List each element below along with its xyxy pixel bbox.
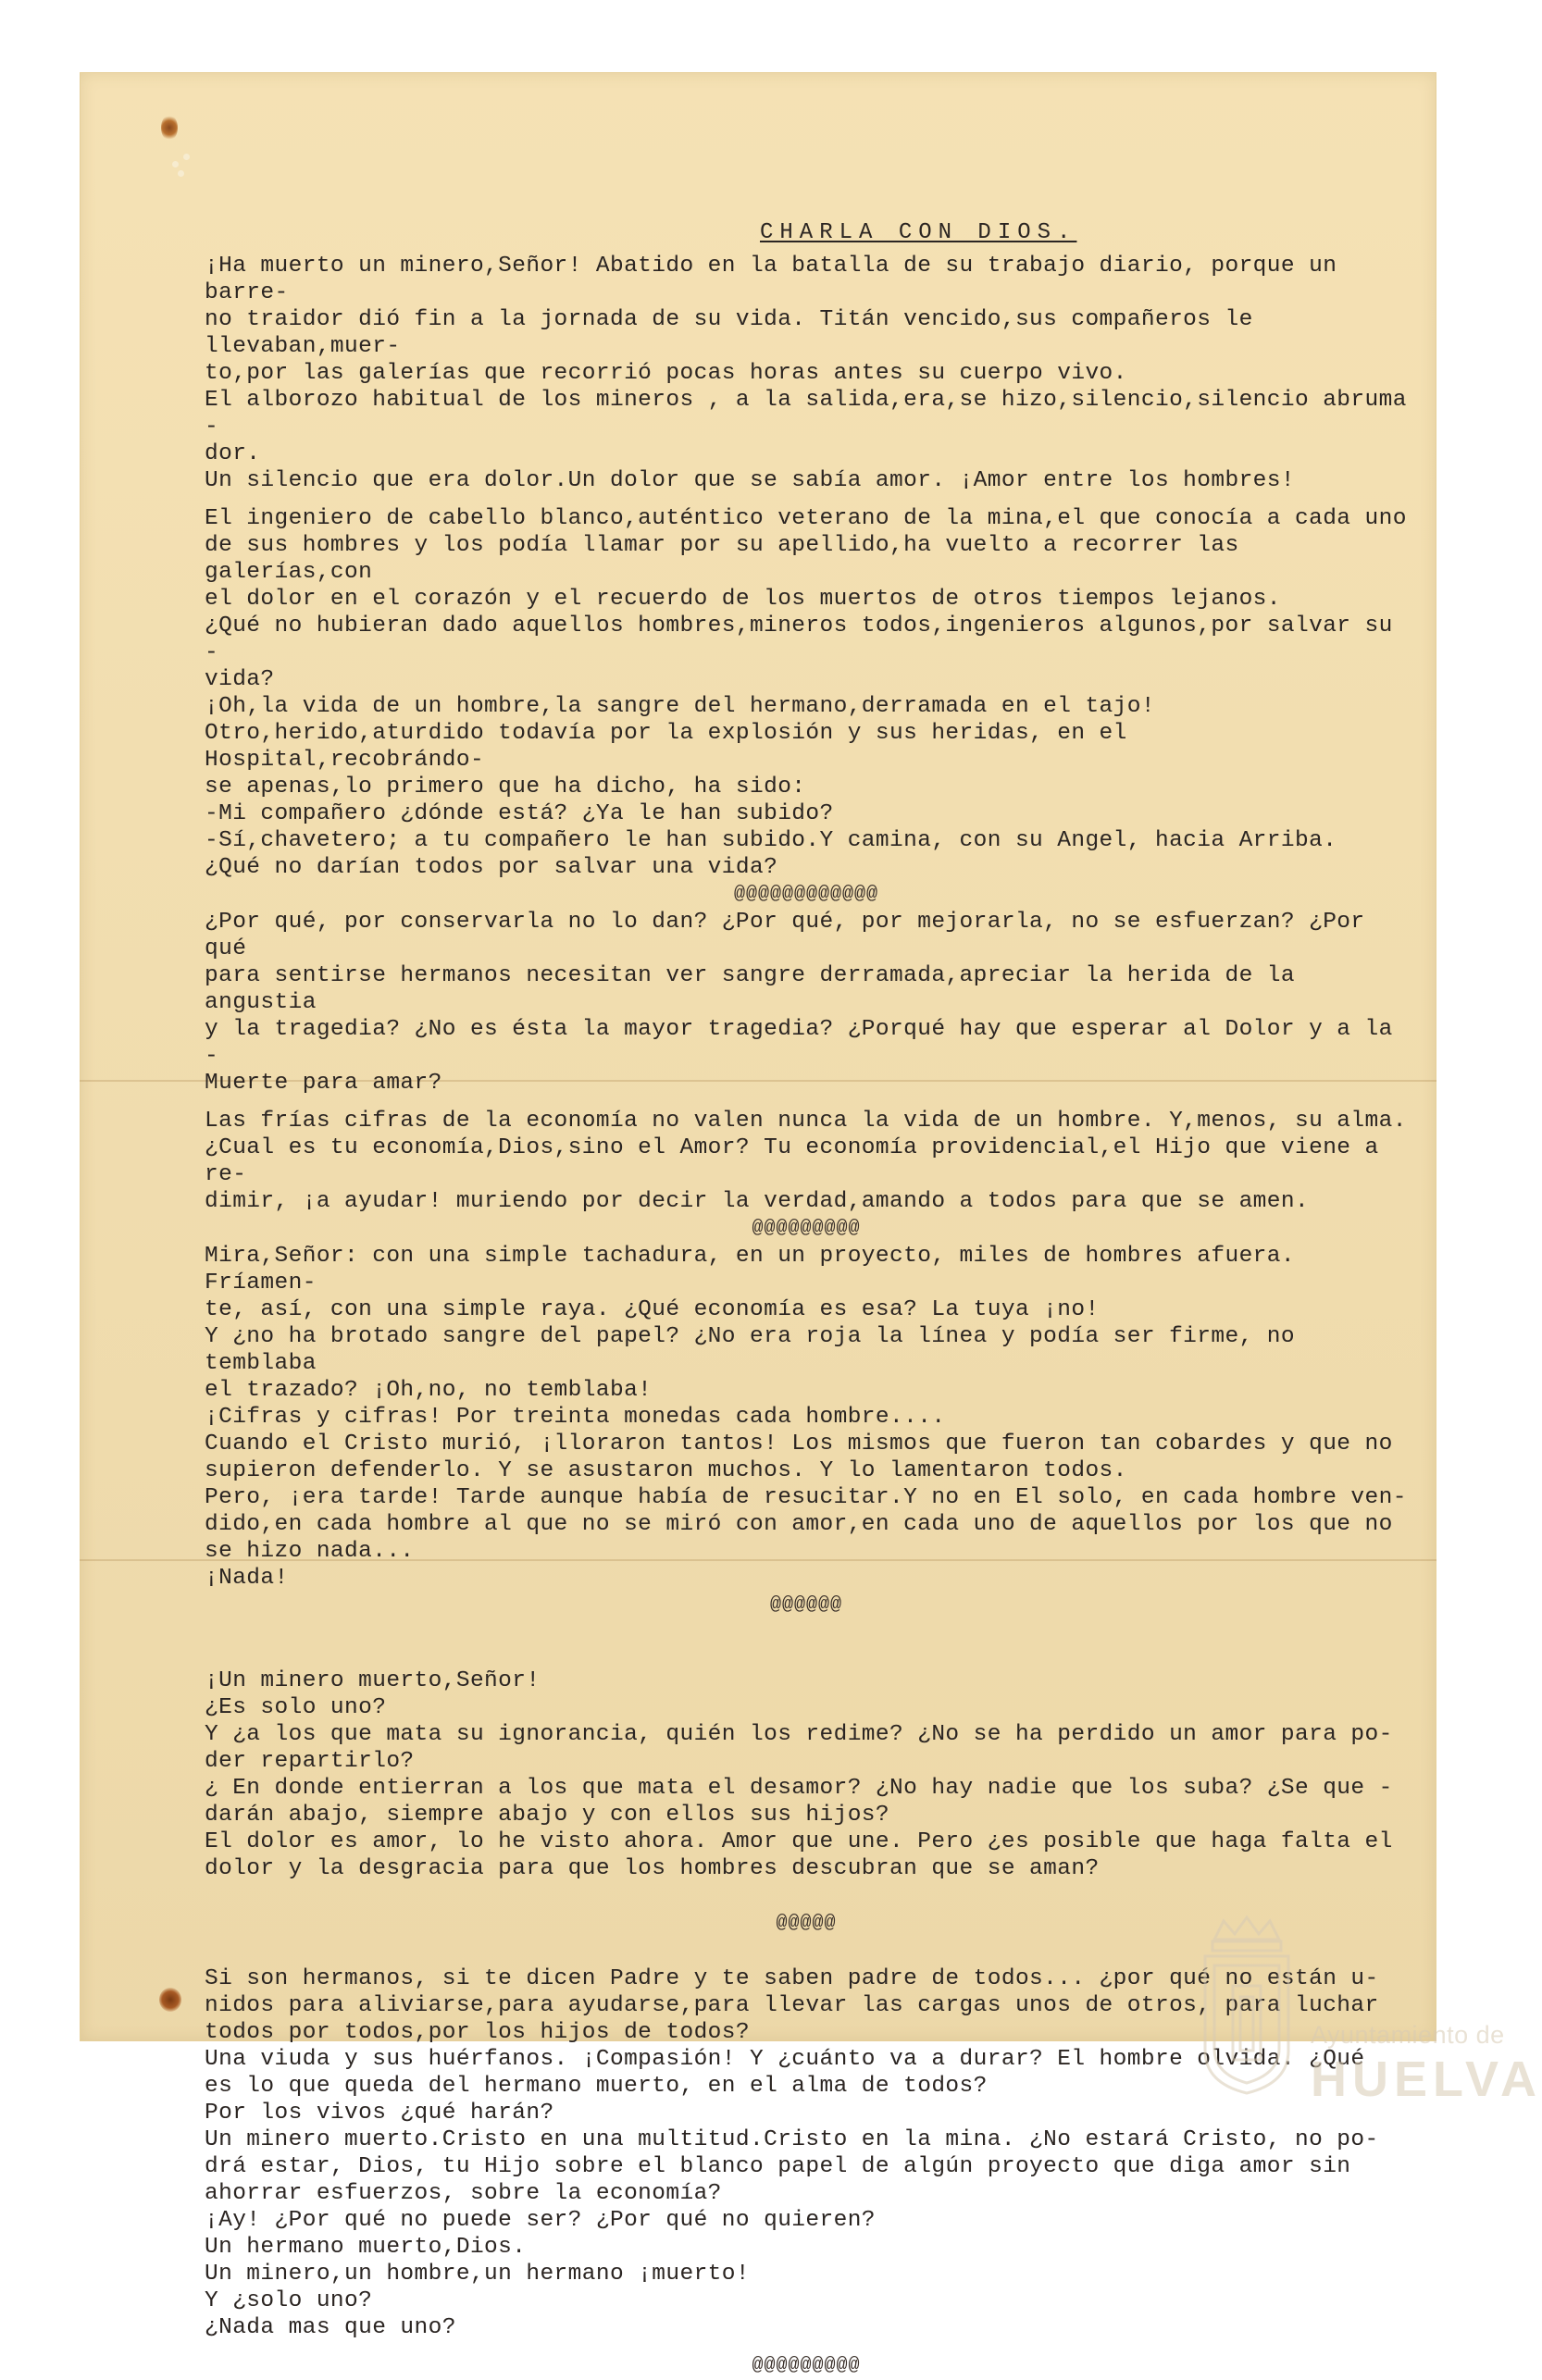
text-line: Un silencio que era dolor.Un dolor que se sabía amor. ¡Amor entre los hombres! — [205, 468, 1295, 493]
text-line: te, así, con una simple raya. ¿Qué economía es esa? La tuya ¡no! — [205, 1297, 1100, 1322]
text-line: ¡Ay! ¿Por qué no puede ser? ¿Por qué no quieren? — [205, 2208, 876, 2233]
text-line: dor. — [205, 441, 261, 466]
text-line: der repartirlo? — [205, 1749, 415, 1774]
section-separator: @@@@@@@@@ — [752, 2355, 861, 2376]
text-line: El alborozo habitual de los mineros , a la salida,era,se hizo,silencio,silencio abruma - — [205, 388, 1421, 440]
paragraph — [205, 253, 1421, 494]
coat-of-arms-icon — [1196, 1912, 1298, 2097]
paper-speck — [183, 154, 190, 160]
text-line: Y ¿a los que mata su ignorancia, quién los redime? ¿No se ha perdido un amor para po- — [205, 1722, 1393, 1747]
text-line: supieron defenderlo. Y se asustaron muchos. Y lo lamentaron todos. — [205, 1458, 1127, 1483]
text-line: ¡Un minero muerto,Señor! — [205, 1668, 541, 1693]
ink-stain — [161, 115, 178, 141]
watermark-line-2: HUELVA — [1311, 2052, 1542, 2107]
section-separator: @@@@@ — [776, 1913, 837, 1934]
text-line: nidos para aliviarse,para ayudarse,para llevar las cargas unos de otros, para luchar — [205, 1993, 1379, 2018]
paper-speck — [178, 170, 184, 177]
text-line: Muerte para amar? — [205, 1071, 442, 1096]
text-line: Pero, ¡era tarde! Tarde aunque había de resucitar.Y no en El solo, en cada hombre ven- — [205, 1485, 1407, 1510]
text-line: Un hermano muerto,Dios. — [205, 2235, 527, 2260]
text-line: ¡Cifras y cifras! Por treinta monedas cada hombre.... — [205, 1405, 946, 1430]
text-line: drá estar, Dios, tu Hijo sobre el blanco papel de algún proyecto que diga amor sin — [205, 2154, 1351, 2179]
text-line: ¿Qué no hubieran dado aquellos hombres,mineros todos,ingenieros algunos,por salvar su - — [205, 614, 1407, 665]
text-line: y la tragedia? ¿No es ésta la mayor tragedia? ¿Porqué hay que esperar al Dolor y a la - — [205, 1017, 1407, 1069]
section-separator: @@@@@@ — [769, 1594, 842, 1616]
text-line: de sus hombres y los podía llamar por su apellido,ha vuelto a recorrer las galerías,con — [205, 533, 1253, 585]
text-line: todos por todos,por los hijos de todos? — [205, 2020, 750, 2045]
paragraph — [205, 909, 1408, 1097]
text-line: Y ¿solo uno? — [205, 2288, 373, 2313]
text-line: Por los vivos ¿qué harán? — [205, 2101, 554, 2126]
text-line: darán abajo, siempre abajo y con ellos sus hijos? — [205, 1803, 890, 1828]
section-separator: @@@@@@@@@ — [752, 1218, 861, 1239]
text-line: para sentirse hermanos necesitan ver sangre derramada,apreciar la herida de la angustia — [205, 963, 1310, 1015]
text-line: Un minero muerto.Cristo en una multitud.Cristo en la mina. ¿No estará Cristo, no po- — [205, 2127, 1379, 2152]
ink-stain — [159, 1988, 181, 2012]
spacer — [205, 2341, 1408, 2352]
section-separator: @@@@@@@@@@@@ — [733, 884, 879, 905]
text-line: ¿ En donde entierran a los que mata el desamor? ¿No hay nadie que los suba? ¿Se que - — [205, 1776, 1393, 1801]
text-line: ¡Oh,la vida de un hombre,la sangre del hermano,derramada en el tajo! — [205, 694, 1155, 719]
text-line: el dolor en el corazón y el recuerdo de los muertos de otros tiempos lejanos. — [205, 587, 1281, 612]
spacer — [205, 1882, 1408, 1910]
text-line: -Sí,chavetero; a tu compañero le han subido.Y camina, con su Angel, hacia Arriba. — [205, 828, 1337, 853]
text-line: se apenas,lo primero que ha dicho, ha sido: — [205, 775, 806, 800]
text-line: ¡Ha muerto un minero,Señor! Abatido en la batalla de su trabajo diario, porque un barre- — [205, 254, 1351, 305]
text-line: Si son hermanos, si te dicen Padre y te saben padre de todos... ¿por qué no están u- — [205, 1966, 1379, 1991]
text-line: -Mi compañero ¿dónde está? ¿Ya le han subido? — [205, 801, 834, 826]
document-title: CHARLA CON DIOS. — [760, 220, 1077, 245]
text-line: Un minero,un hombre,un hermano ¡muerto! — [205, 2262, 750, 2287]
text-line: ¿Es solo uno? — [205, 1695, 387, 1720]
spacer — [205, 1097, 1408, 1108]
text-line: Una viuda y sus huérfanos. ¡Compasión! Y ¿cuánto va a durar? El hombre olvida. ¿Qué — [205, 2047, 1365, 2072]
text-line: no traidor dió fin a la jornada de su vida. Titán vencido,sus compañeros le llevaban,muer- — [205, 307, 1267, 359]
text-line: Las frías cifras de la economía no valen nunca la vida de un hombre. Y,menos, su alma. — [205, 1109, 1407, 1134]
paragraph — [205, 505, 1408, 881]
text-line: el trazado? ¡Oh,no, no temblaba! — [205, 1378, 653, 1403]
text-line: Cuando el Cristo murió, ¡lloraron tantos! Los mismos que fueron tan cobardes y que no — [205, 1432, 1393, 1457]
text-line: to,por las galerías que recorrió pocas horas antes su cuerpo vivo. — [205, 361, 1127, 386]
text-line: se hizo nada... — [205, 1539, 415, 1564]
text-line: Otro,herido,aturdido todavía por la explosión y sus heridas, en el Hospital,recobrándo- — [205, 721, 1141, 773]
document-page — [80, 72, 1542, 2376]
paragraph — [205, 1108, 1408, 1215]
watermark-line-1: Ayuntamiento de — [1311, 2021, 1505, 2049]
text-line: dimir, ¡a ayudar! muriendo por decir la verdad,amando a todos para que se amen. — [205, 1189, 1310, 1214]
text-line: El ingeniero de cabello blanco,auténtico veterano de la mina,el que conocía a cada uno — [205, 506, 1407, 531]
spacer — [205, 1619, 1408, 1667]
text-line: vida? — [205, 667, 275, 692]
text-line: ahorrar esfuerzos, sobre la economía? — [205, 2181, 722, 2206]
text-line: Mira,Señor: con una simple tachadura, en un proyecto, miles de hombres afuera. Fríamen- — [205, 1244, 1310, 1295]
text-line: ¿Qué no darían todos por salvar una vida? — [205, 855, 778, 880]
text-line: Y ¿no ha brotado sangre del papel? ¿No era roja la línea y podía ser firme, no temblaba — [205, 1324, 1310, 1376]
text-line: ¿Por qué, por conservarla no lo dan? ¿Por qué, por mejorarla, no se esfuerzan? ¿Por qué — [205, 910, 1379, 961]
text-line: El dolor es amor, lo he visto ahora. Amor que une. Pero ¿es posible que haga falta el — [205, 1829, 1393, 1854]
text-line: dido,en cada hombre al que no se miró con amor,en cada uno de aquellos por los que no — [205, 1512, 1393, 1537]
spacer — [205, 494, 1408, 505]
paragraph — [205, 1243, 1408, 1592]
text-line: ¿Cual es tu economía,Dios,sino el Amor? Tu economía providencial,el Hijo que viene a re- — [205, 1135, 1393, 1187]
text-line: ¿Nada mas que uno? — [205, 2315, 456, 2340]
paper-speck — [172, 161, 179, 167]
text-line: ¡Nada! — [205, 1566, 289, 1591]
text-line: dolor y la desgracia para que los hombres descubran que se aman? — [205, 1856, 1100, 1881]
paragraph — [205, 1667, 1408, 1882]
text-line: es lo que queda del hermano muerto, en el alma de todos? — [205, 2074, 988, 2099]
institution-watermark — [1196, 1912, 1542, 2115]
